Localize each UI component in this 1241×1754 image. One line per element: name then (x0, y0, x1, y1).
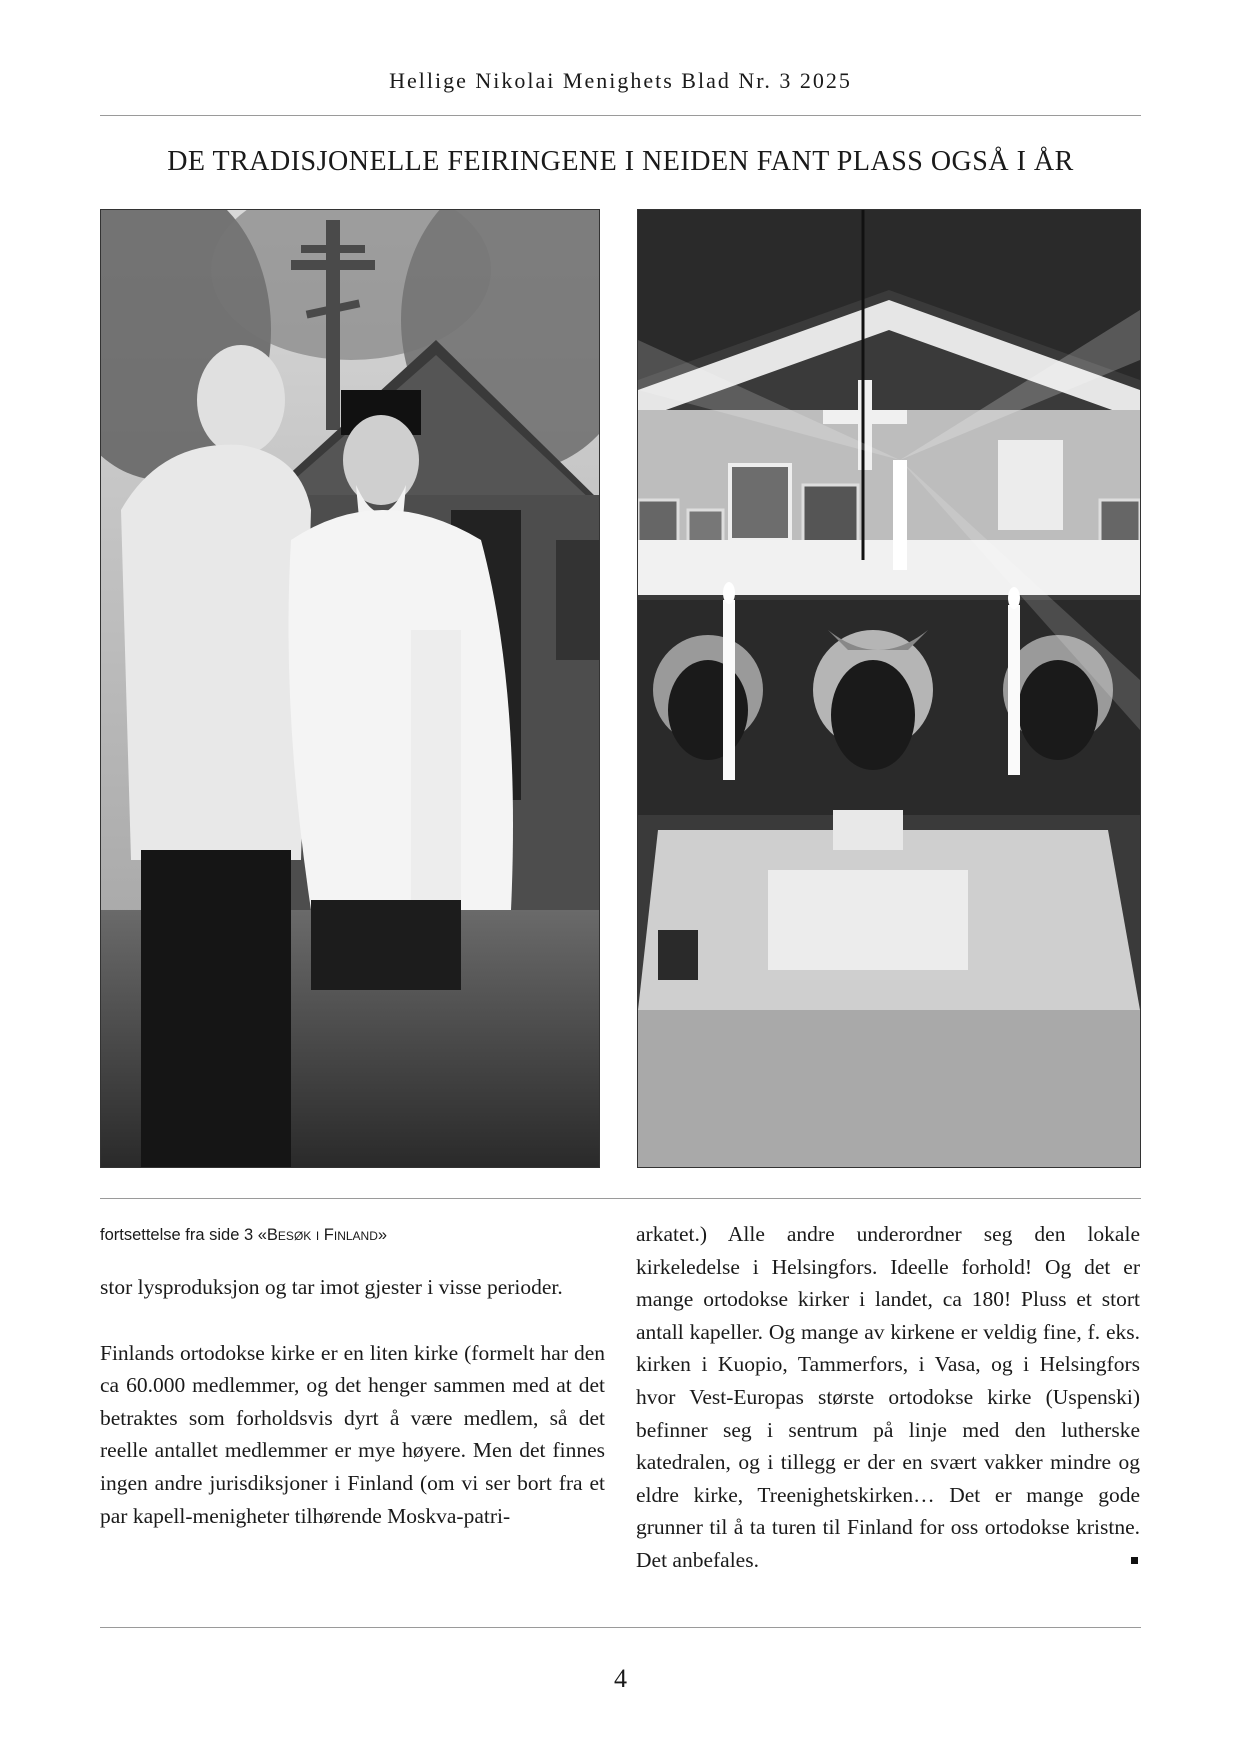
footer-rule (100, 1627, 1141, 1628)
photo-rule (100, 1198, 1141, 1199)
running-header: Hellige Nikolai Menighets Blad Nr. 3 2025 (389, 68, 852, 93)
continuation-ref: «Besøk i Finland» (257, 1226, 388, 1244)
photo-left-image (101, 210, 599, 1167)
page-number: 4 (614, 1664, 627, 1693)
photo-two-men-outside-chapel (100, 209, 600, 1168)
continuation-note (100, 1225, 605, 1245)
continuation-prefix: fortsettelse fra side 3 (100, 1226, 258, 1244)
text-column-right (636, 1218, 1140, 1577)
paragraph: stor lysproduksjon og tar imot gjester i visse perioder. (100, 1275, 563, 1299)
end-of-article-mark (1131, 1557, 1138, 1564)
paragraph: Finlands ortodokse kirke er en liten kirke (formelt har den ca 60.000 medlemmer, og det henger sammen med at det betraktes som forholdsvis dyrt å være medlem, så det reelle antallet medlemmer er mye høyere. Men det finnes ingen andre jurisdiksjoner i Finland (om vi ser bort fra et par kapell-menigheter tilhørende Moskva-patri- (100, 1340, 605, 1528)
paragraph (636, 1218, 1140, 1577)
photo-right-image (638, 210, 1140, 1167)
article-title: DE TRADISJONELLE FEIRINGENE I NEIDEN FANT PLASS OGSÅ I ÅR (167, 146, 1074, 177)
header-rule (100, 115, 1141, 116)
text-column-left (100, 1225, 605, 1532)
photo-chapel-altar (637, 209, 1141, 1168)
paragraph-text: arkatet.) Alle andre underordner seg den lokale kirkeledelse i Helsingfors. Ideelle forhold! Og det er mange ortodokse kirker i landet, ca 180! Pluss et stort antall kapeller. Og mange av kirkene er veldig fine, f. eks. kirken i Kuopio, Tammerfors, i Vasa, og i Helsingfors hvor Vest-Europas største ortodokse kirke (Uspenski) befinner seg i sentrum på linje med den lutherske katedralen, og i tillegg er der en svært vakker mindre og eldre kirke, Treenighetskirken… Det er mange gode grunner til å ta turen til Finland for oss ortodokse kristne. Det anbefales. (636, 1222, 1140, 1572)
